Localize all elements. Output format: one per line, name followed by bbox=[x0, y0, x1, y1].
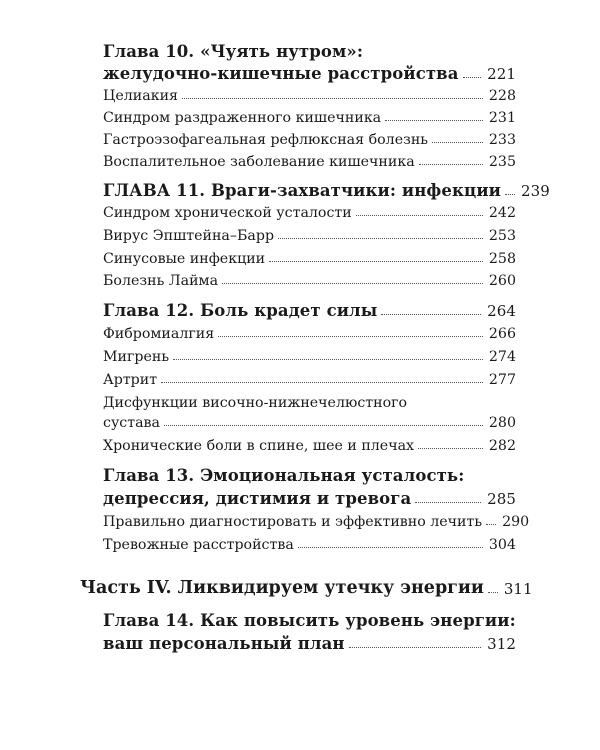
toc-page-number: 282 bbox=[488, 438, 516, 454]
dot-leader bbox=[419, 164, 483, 165]
dot-leader bbox=[432, 142, 483, 143]
toc-page-number: 258 bbox=[488, 251, 516, 267]
toc-chapter-10-title-line2[interactable] bbox=[103, 64, 516, 83]
toc-entry-label: Глава 10. «Чуять нутром»: bbox=[103, 42, 364, 61]
toc-page-number: 304 bbox=[488, 537, 516, 553]
toc-entry-label: Вирус Эпштейна–Барр bbox=[103, 228, 275, 244]
toc-entry-label: депрессия, дистимия и тревога bbox=[103, 489, 412, 508]
dot-leader bbox=[218, 336, 483, 337]
dot-leader bbox=[486, 524, 496, 525]
toc-entry-label: Правильно диагностировать и эффективно лечить bbox=[103, 514, 483, 530]
toc-section-entry[interactable] bbox=[103, 132, 516, 148]
dot-leader bbox=[349, 647, 481, 648]
toc-entry-label: Воспалительное заболевание кишечника bbox=[103, 154, 415, 170]
toc-section-entry[interactable] bbox=[103, 228, 516, 244]
dot-leader bbox=[356, 215, 483, 216]
toc-entry-label: Целиакия bbox=[103, 88, 178, 104]
toc-entry-label: Глава 14. Как повысить уровень энергии: bbox=[103, 611, 516, 630]
toc-section-entry[interactable] bbox=[103, 438, 516, 454]
toc-entry-label: Артрит bbox=[103, 372, 158, 388]
dot-leader bbox=[278, 238, 483, 239]
toc-chapter-14-title-line1[interactable] bbox=[103, 611, 516, 630]
dot-leader bbox=[505, 194, 515, 195]
toc-section-entry[interactable] bbox=[103, 514, 530, 530]
toc-page-number: 233 bbox=[488, 132, 516, 148]
toc-page-number: 253 bbox=[488, 228, 516, 244]
toc-page-number: 239 bbox=[521, 182, 550, 200]
toc-entry-label: Глава 13. Эмоциональная усталость: bbox=[103, 466, 465, 485]
toc-page-number: 235 bbox=[488, 154, 516, 170]
toc-chapter-10-title-line1[interactable] bbox=[103, 42, 516, 61]
toc-entry-label: Синдром хронической усталости bbox=[103, 205, 352, 221]
toc-page-number: 231 bbox=[488, 110, 516, 126]
toc-chapter-13-title-line1[interactable] bbox=[103, 466, 516, 485]
dot-leader bbox=[381, 314, 481, 315]
toc-entry-label: Фибромиалгия bbox=[103, 326, 215, 342]
toc-entry-label: Гастроэзофагеальная рефлюксная болезнь bbox=[103, 132, 429, 148]
toc-page-number: 221 bbox=[487, 65, 516, 83]
toc-entry-label: Хронические боли в спине, шее и плечах bbox=[103, 438, 415, 454]
toc-chapter-11[interactable] bbox=[103, 181, 550, 200]
toc-entry-label: ГЛАВА 11. Враги-захватчики: инфекции bbox=[103, 181, 501, 200]
dot-leader bbox=[463, 77, 482, 78]
toc-entry-label: Тревожные расстройства bbox=[103, 537, 294, 553]
toc-entry-label: желудочно-кишечные расстройства bbox=[103, 64, 459, 83]
toc-section-entry[interactable] bbox=[103, 110, 516, 126]
toc-page-number: 311 bbox=[503, 580, 533, 598]
dot-leader bbox=[415, 502, 481, 503]
toc-page-number: 260 bbox=[488, 273, 516, 289]
dot-leader bbox=[385, 120, 483, 121]
toc-section-entry[interactable] bbox=[103, 88, 516, 104]
toc-page-number: 280 bbox=[488, 415, 516, 431]
toc-part-4[interactable] bbox=[80, 578, 533, 598]
toc-entry-label: ваш персональный план bbox=[103, 634, 345, 653]
toc-page-number: 242 bbox=[488, 205, 516, 221]
dot-leader bbox=[418, 448, 483, 449]
toc-entry-label: Болезнь Лайма bbox=[103, 273, 219, 289]
dot-leader bbox=[173, 359, 483, 360]
toc-page-number: 266 bbox=[488, 326, 516, 342]
toc-page-number: 312 bbox=[487, 635, 516, 653]
dot-leader bbox=[222, 283, 483, 284]
toc-page-number: 228 bbox=[488, 88, 516, 104]
toc-entry-label: Часть IV. Ликвидируем утечку энергии bbox=[80, 578, 484, 598]
toc-entry-label: Мигрень bbox=[103, 349, 170, 365]
toc-page-number: 264 bbox=[487, 302, 516, 320]
toc-chapter-14-title-line2[interactable] bbox=[103, 634, 516, 653]
toc-section-entry[interactable] bbox=[103, 251, 516, 267]
toc-section-entry[interactable] bbox=[103, 349, 516, 365]
dot-leader bbox=[161, 382, 483, 383]
toc-section-entry-line1[interactable] bbox=[103, 395, 516, 411]
toc-entry-label: Глава 12. Боль крадет силы bbox=[103, 301, 378, 320]
toc-chapter-12[interactable] bbox=[103, 301, 516, 320]
toc-section-entry[interactable] bbox=[103, 273, 516, 289]
dot-leader bbox=[182, 98, 483, 99]
dot-leader bbox=[164, 425, 483, 426]
toc-entry-label: Дисфункции височно-нижнечелюстного bbox=[103, 395, 408, 411]
toc-section-entry[interactable] bbox=[103, 205, 516, 221]
toc-entry-label: Синусовые инфекции bbox=[103, 251, 266, 267]
dot-leader bbox=[488, 592, 498, 593]
toc-entry-label: сустава bbox=[103, 415, 160, 431]
toc-entry-label: Синдром раздраженного кишечника bbox=[103, 110, 382, 126]
toc-page-number: 277 bbox=[488, 372, 516, 388]
dot-leader bbox=[269, 261, 483, 262]
toc-section-entry[interactable] bbox=[103, 537, 516, 553]
toc-page-number: 290 bbox=[502, 514, 530, 530]
toc-section-entry[interactable] bbox=[103, 372, 516, 388]
toc-section-entry-line2[interactable] bbox=[103, 415, 516, 431]
toc-page-number: 274 bbox=[488, 349, 516, 365]
toc-section-entry[interactable] bbox=[103, 154, 516, 170]
toc-section-entry[interactable] bbox=[103, 326, 516, 342]
toc-chapter-13-title-line2[interactable] bbox=[103, 489, 516, 508]
dot-leader bbox=[298, 547, 483, 548]
toc-page-number: 285 bbox=[487, 490, 516, 508]
